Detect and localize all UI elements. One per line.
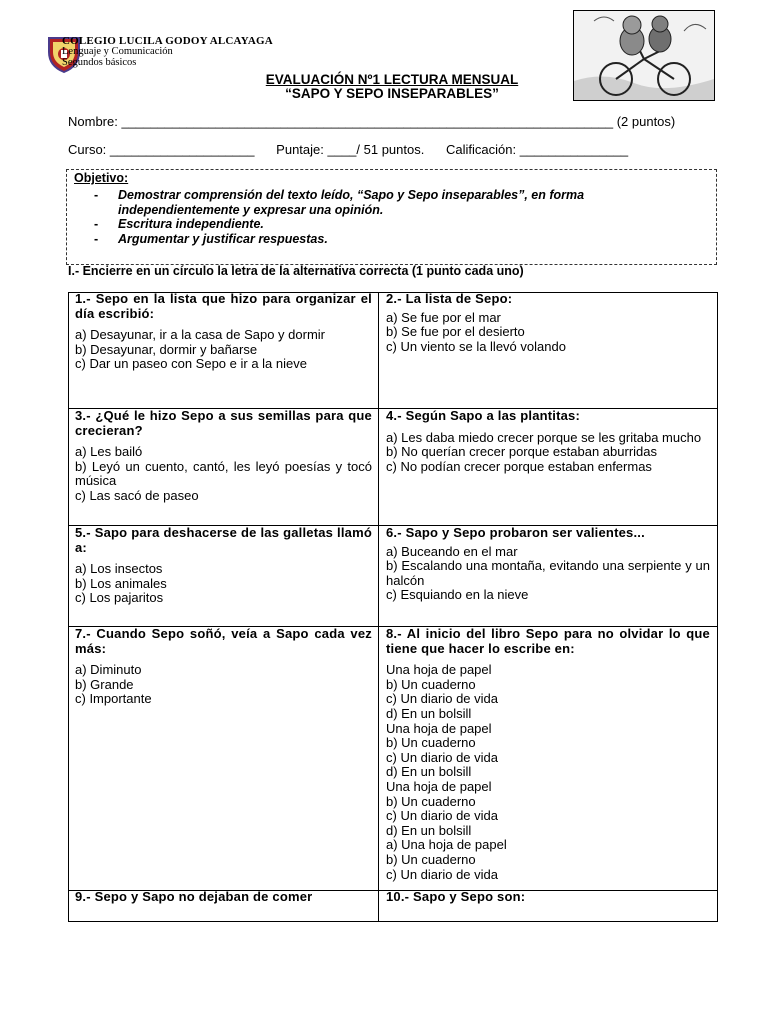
book-title: “SAPO Y SEPO INSEPARABLES” xyxy=(285,86,499,101)
answer-option[interactable]: b) Un cuaderno xyxy=(386,793,476,809)
question-1 xyxy=(75,292,372,408)
answer-option[interactable]: c) Un diario de vida xyxy=(386,866,498,882)
course-score-grade-line[interactable]: Curso: ____________________ Puntaje: ____/ 51 puntos. Calificación: _______________ xyxy=(68,142,629,157)
answer-option[interactable]: Una hoja de papel xyxy=(386,778,492,794)
objective-item: - Demostrar comprensión del texto leído, “Sapo y Sepo inseparables”, en forma independientemente y expresar una opinión. xyxy=(94,188,709,217)
answer-option[interactable]: c) Un diario de vida xyxy=(386,749,498,765)
question-prompt: 3.- ¿Qué le hizo Sepo a sus semillas para que crecieran? xyxy=(75,409,372,438)
answer-option[interactable]: b) Grande xyxy=(75,676,134,692)
answer-option[interactable]: a) Les bailó xyxy=(75,444,143,460)
answer-option[interactable]: b) Leyó un cuento, cantó, les leyó poesías y tocó música xyxy=(75,458,372,489)
section-instructions: I.- Encierre en un círculo la letra de la alternativa correcta (1 punto cada uno) xyxy=(68,264,524,278)
question-prompt: 8.- Al inicio del libro Sepo para no olvidar lo que tiene que hacer lo escribe en: xyxy=(386,627,710,656)
answer-option[interactable]: d) En un bolsill xyxy=(386,764,472,780)
answer-option[interactable]: c) Importante xyxy=(75,691,152,707)
answer-option[interactable]: b) Escalando una montaña, evitando una serpiente y un halcón xyxy=(386,558,710,588)
table-divider xyxy=(378,292,379,922)
answer-option[interactable]: b) Desayunar, dormir y bañarse xyxy=(75,341,258,357)
question-prompt: 5.- Sapo para deshacerse de las galletas llamó a: xyxy=(75,526,372,555)
answer-option[interactable]: b) Un cuaderno xyxy=(386,735,476,751)
question-prompt: 6.- Sapo y Sepo probaron ser valientes... xyxy=(386,526,645,540)
answer-option[interactable]: a) Diminuto xyxy=(75,662,142,678)
question-4 xyxy=(386,409,710,525)
answer-option[interactable]: c) No podían crecer porque estaban enfermas xyxy=(386,458,652,474)
answer-option[interactable]: a) Una hoja de papel xyxy=(386,837,507,853)
school-department: Lenguaje y Comunicación xyxy=(62,46,173,57)
answer-option[interactable]: b) Se fue por el desierto xyxy=(386,324,525,340)
answer-option[interactable]: d) En un bolsill xyxy=(386,822,472,838)
answer-option[interactable]: d) En un bolsill xyxy=(386,705,472,721)
answer-option[interactable]: c) Un diario de vida xyxy=(386,808,498,824)
answer-option[interactable]: c) Un diario de vida xyxy=(386,691,498,707)
question-prompt: 7.- Cuando Sepo soñó, veía a Sapo cada vez más: xyxy=(75,627,372,656)
evaluation-title: EVALUACIÓN Nº1 LECTURA MENSUAL xyxy=(265,72,519,87)
question-9 xyxy=(75,890,372,920)
objective-list xyxy=(94,188,709,246)
question-prompt: 10.- Sapo y Sepo son: xyxy=(386,890,526,904)
question-2 xyxy=(386,292,710,408)
school-name: COLEGIO LUCILA GODOY ALCAYAGA xyxy=(62,35,273,47)
answer-option[interactable]: b) Un cuaderno xyxy=(386,676,476,692)
question-6 xyxy=(386,526,710,626)
question-10 xyxy=(386,890,710,920)
question-8 xyxy=(386,627,710,890)
answer-option[interactable]: b) Los animales xyxy=(75,575,167,591)
objective-item: - Argumentar y justificar respuestas. xyxy=(94,232,709,247)
question-5 xyxy=(75,526,372,626)
answer-option[interactable]: Una hoja de papel xyxy=(386,662,492,678)
question-3 xyxy=(75,409,372,525)
name-field-line[interactable]: Nombre: ____________________________________________________________________ (2 puntos) xyxy=(68,114,676,129)
answer-option[interactable]: Una hoja de papel xyxy=(386,720,492,736)
question-prompt: 4.- Según Sapo a las plantitas: xyxy=(386,409,581,423)
school-grade: Segundos básicos xyxy=(62,57,137,68)
question-7 xyxy=(75,627,372,890)
answer-option[interactable]: c) Dar un paseo con Sepo e ir a la nieve xyxy=(75,356,307,372)
answer-option[interactable]: c) Los pajaritos xyxy=(75,590,164,606)
answer-option[interactable]: a) Buceando en el mar xyxy=(386,543,518,559)
answer-option[interactable]: a) Los insectos xyxy=(75,561,163,577)
answer-option[interactable]: a) Les daba miedo crecer porque se les gritaba mucho xyxy=(386,429,702,445)
question-prompt: 9.- Sepo y Sapo no dejaban de comer xyxy=(75,890,313,904)
answer-option[interactable]: a) Desayunar, ir a la casa de Sapo y dormir xyxy=(75,327,326,343)
answer-option[interactable]: c) Un viento se la llevó volando xyxy=(386,338,566,354)
answer-option[interactable]: b) Un cuaderno xyxy=(386,851,476,867)
answer-option[interactable]: a) Se fue por el mar xyxy=(386,309,501,325)
answer-option[interactable]: c) Las sacó de paseo xyxy=(75,487,199,503)
objective-item: - Escritura independiente. xyxy=(94,217,709,232)
question-prompt: 2.- La lista de Sepo: xyxy=(386,292,513,306)
question-prompt: 1.- Sepo en la lista que hizo para organizar el día escribió: xyxy=(75,292,372,321)
answer-option[interactable]: b) No querían crecer porque estaban aburridas xyxy=(386,444,657,460)
objective-label: Objetivo: xyxy=(74,171,129,185)
answer-option[interactable]: c) Esquiando en la nieve xyxy=(386,587,529,603)
